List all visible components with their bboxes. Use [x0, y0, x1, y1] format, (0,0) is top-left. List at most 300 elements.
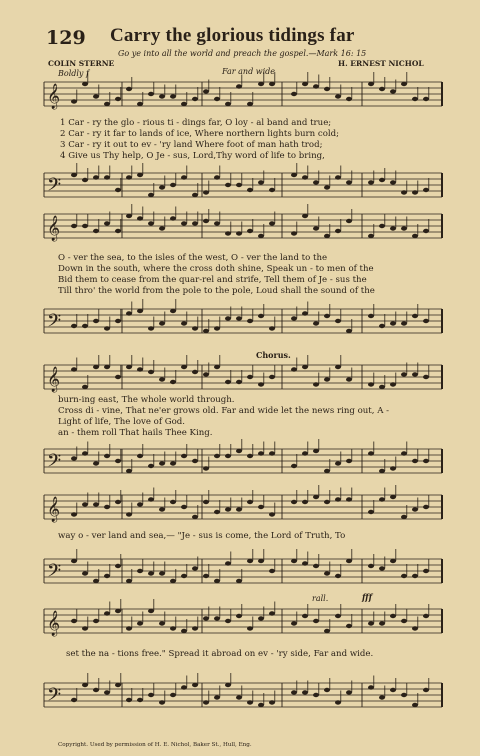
note-head	[137, 367, 143, 371]
note-head	[159, 321, 165, 325]
note-head	[313, 495, 319, 499]
note-head	[225, 683, 231, 687]
note-head	[71, 559, 77, 563]
note-head	[269, 375, 275, 379]
note-head	[302, 82, 308, 86]
bass-staff-1	[44, 170, 442, 200]
note-head	[291, 500, 297, 504]
lyricist-credit: COLIN STERNE	[48, 59, 115, 68]
chorus-label: Chorus.	[256, 350, 291, 360]
note-head	[225, 619, 231, 623]
note-head	[82, 626, 88, 630]
note-head	[258, 314, 264, 318]
note-head	[115, 375, 121, 379]
note-head	[192, 326, 198, 330]
note-head	[324, 469, 330, 473]
note-head	[170, 216, 176, 220]
note-head	[401, 451, 407, 455]
note-head	[104, 221, 110, 225]
note-head	[170, 500, 176, 504]
note-head	[313, 564, 319, 568]
note-head	[324, 314, 330, 318]
note-head	[126, 469, 132, 473]
note-head	[214, 97, 220, 101]
clef-icon: 𝄢	[47, 311, 62, 336]
lyric-line: O - ver the sea, to the isles of the west, O - ver the land to the	[58, 253, 328, 263]
lyric-line: 1 Car - ry the glo - rious ti - dings far, O loy - al band and true;	[60, 118, 332, 128]
note-head	[203, 219, 209, 223]
note-head	[93, 461, 99, 465]
note-head	[192, 221, 198, 225]
note-head	[291, 92, 297, 96]
note-head	[82, 683, 88, 687]
note-head	[170, 309, 176, 313]
note-head	[104, 505, 110, 509]
note-head	[247, 626, 253, 630]
note-head	[159, 94, 165, 98]
note-head	[214, 579, 220, 583]
note-head	[236, 231, 242, 235]
note-head	[148, 193, 154, 197]
note-head	[93, 319, 99, 323]
note-head	[291, 690, 297, 694]
note-head	[368, 564, 374, 568]
note-head	[412, 626, 418, 630]
treble-staff-5	[44, 606, 442, 636]
note-head	[412, 574, 418, 578]
lyric-line: 2 Car - ry it far to lands of ice, Where northern lights burn cold;	[60, 129, 340, 139]
note-head	[258, 616, 264, 620]
note-head	[269, 188, 275, 192]
note-head	[137, 621, 143, 625]
note-head	[258, 82, 264, 86]
note-head	[346, 180, 352, 184]
note-head	[192, 370, 198, 374]
note-head	[335, 365, 341, 369]
note-head	[236, 449, 242, 453]
note-head	[269, 611, 275, 615]
note-head	[115, 97, 121, 101]
note-head	[324, 377, 330, 381]
lyric-line: Light of life, The love of God.	[58, 417, 186, 427]
note-head	[93, 502, 99, 506]
note-head	[115, 319, 121, 323]
note-head	[412, 459, 418, 463]
note-head	[71, 512, 77, 516]
note-head	[313, 382, 319, 386]
note-head	[203, 700, 209, 704]
note-head	[170, 183, 176, 187]
note-head	[203, 616, 209, 620]
note-head	[335, 497, 341, 501]
note-head	[368, 451, 374, 455]
note-head	[82, 385, 88, 389]
note-head	[170, 579, 176, 583]
note-head	[214, 326, 220, 330]
note-head	[247, 229, 253, 233]
note-head	[181, 102, 187, 106]
note-head	[126, 579, 132, 583]
note-head	[192, 566, 198, 570]
note-head	[390, 321, 396, 325]
note-head	[291, 231, 297, 235]
note-head	[258, 382, 264, 386]
note-head	[82, 82, 88, 86]
note-head	[346, 97, 352, 101]
note-head	[269, 221, 275, 225]
note-head	[247, 319, 253, 323]
note-head	[181, 574, 187, 578]
note-head	[247, 700, 253, 704]
note-head	[104, 326, 110, 330]
note-head	[71, 173, 77, 177]
note-head	[115, 500, 121, 504]
note-head	[335, 94, 341, 98]
note-head	[93, 94, 99, 98]
note-head	[423, 319, 429, 323]
note-head	[126, 311, 132, 315]
note-head	[335, 574, 341, 578]
note-head	[324, 87, 330, 91]
note-head	[181, 629, 187, 633]
note-head	[324, 629, 330, 633]
note-head	[346, 329, 352, 333]
note-head	[225, 561, 231, 565]
composer-credit: H. ERNEST NICHOL	[338, 59, 424, 68]
lyric-line: Cross di - vine, That ne'er grows old. Far and wide let the news ring out, A -	[58, 406, 390, 416]
note-head	[269, 569, 275, 573]
note-head	[390, 180, 396, 184]
note-head	[291, 464, 297, 468]
note-head	[313, 449, 319, 453]
note-head	[148, 221, 154, 225]
lyric-line: Bid them to cease from the quar-rel and strife, Tell them of Je - sus the	[58, 275, 367, 285]
bass-staff-3	[44, 446, 442, 476]
treble-staff-4	[44, 492, 442, 522]
scripture-reference: Go ye into all the world and preach the gospel.—Mark 16: 15	[118, 49, 367, 58]
note-head	[346, 559, 352, 563]
note-head	[236, 579, 242, 583]
note-head	[302, 214, 308, 218]
note-head	[214, 616, 220, 620]
clef-icon: 𝄢	[47, 451, 62, 476]
note-head	[368, 382, 374, 386]
note-head	[71, 698, 77, 702]
treble-staff-1	[44, 79, 442, 109]
note-head	[93, 365, 99, 369]
clef-icon: 𝄢	[47, 561, 62, 586]
lyric-line: Down in the south, where the cross doth shine, Speak un - to men of the	[58, 264, 374, 274]
note-head	[181, 365, 187, 369]
note-head	[71, 224, 77, 228]
note-head	[225, 231, 231, 235]
note-head	[225, 316, 231, 320]
note-head	[148, 497, 154, 501]
note-head	[423, 459, 429, 463]
note-head	[192, 97, 198, 101]
note-head	[148, 609, 154, 613]
note-head	[225, 454, 231, 458]
note-head	[214, 510, 220, 514]
note-head	[313, 84, 319, 88]
note-head	[236, 316, 242, 320]
note-head	[412, 507, 418, 511]
note-head	[412, 703, 418, 707]
note-head	[203, 574, 209, 578]
note-head	[203, 329, 209, 333]
clef-icon: 𝄞	[47, 216, 61, 241]
note-head	[148, 464, 154, 468]
note-head	[379, 324, 385, 328]
note-head	[159, 226, 165, 230]
note-head	[346, 219, 352, 223]
note-head	[159, 621, 165, 625]
note-head	[412, 372, 418, 376]
note-head	[368, 180, 374, 184]
note-head	[137, 173, 143, 177]
note-head	[412, 97, 418, 101]
note-head	[335, 175, 341, 179]
note-head	[236, 84, 242, 88]
lyric-line: Till thro' the world from the pole to the pole, Loud shall the sound of the	[58, 286, 375, 296]
note-head	[170, 461, 176, 465]
note-head	[368, 314, 374, 318]
note-head	[126, 626, 132, 630]
note-head	[225, 183, 231, 187]
note-head	[71, 367, 77, 371]
note-head	[368, 621, 374, 625]
note-head	[269, 700, 275, 704]
note-head	[137, 502, 143, 506]
note-head	[115, 188, 121, 192]
lyric-line: an - them roll That hails Thee King.	[58, 428, 213, 438]
note-head	[324, 500, 330, 504]
note-head	[93, 619, 99, 623]
note-head	[368, 685, 374, 689]
note-head	[126, 698, 132, 702]
note-head	[390, 559, 396, 563]
note-head	[379, 224, 385, 228]
note-head	[225, 102, 231, 106]
lyric-line: set the na - tions free." Spread it abroad on ev - 'ry side, Far and wide.	[66, 649, 374, 659]
note-head	[93, 579, 99, 583]
note-head	[126, 214, 132, 218]
note-head	[148, 92, 154, 96]
note-head	[126, 365, 132, 369]
lyric-line: burn-ing east, The whole world through.	[58, 395, 235, 405]
note-head	[203, 89, 209, 93]
note-head	[225, 380, 231, 384]
note-head	[379, 469, 385, 473]
note-head	[269, 512, 275, 516]
clef-icon: 𝄞	[47, 367, 61, 392]
note-head	[313, 321, 319, 325]
note-head	[324, 185, 330, 189]
note-head	[302, 690, 308, 694]
copyright-notice: Copyright. Used by permission of H. E. Nichol, Baker St., Hull, Eng.	[58, 742, 252, 748]
note-head	[423, 569, 429, 573]
note-head	[159, 571, 165, 575]
note-head	[335, 229, 341, 233]
note-head	[324, 688, 330, 692]
note-head	[137, 454, 143, 458]
note-head	[401, 226, 407, 230]
note-head	[71, 99, 77, 103]
note-head	[346, 377, 352, 381]
note-head	[82, 451, 88, 455]
clef-icon: 𝄢	[47, 175, 62, 200]
note-head	[258, 180, 264, 184]
note-head	[126, 87, 132, 91]
fff-marking: fff	[362, 592, 373, 602]
note-head	[170, 693, 176, 697]
note-head	[302, 500, 308, 504]
note-head	[181, 321, 187, 325]
note-head	[71, 619, 77, 623]
note-head	[181, 221, 187, 225]
note-head	[401, 372, 407, 376]
note-head	[247, 102, 253, 106]
note-head	[148, 571, 154, 575]
note-head	[368, 82, 374, 86]
note-head	[159, 507, 165, 511]
note-head	[192, 193, 198, 197]
note-head	[269, 451, 275, 455]
note-head	[192, 626, 198, 630]
note-head	[258, 234, 264, 238]
note-head	[104, 175, 110, 179]
note-head	[313, 180, 319, 184]
note-head	[170, 380, 176, 384]
note-head	[71, 456, 77, 460]
note-head	[368, 510, 374, 514]
note-head	[335, 700, 341, 704]
note-head	[313, 619, 319, 623]
note-head	[324, 571, 330, 575]
direction-marking: Far and wide	[222, 67, 275, 76]
note-head	[302, 451, 308, 455]
note-head	[302, 614, 308, 618]
note-head	[82, 224, 88, 228]
note-head	[368, 234, 374, 238]
note-head	[269, 82, 275, 86]
note-head	[181, 175, 187, 179]
note-head	[291, 621, 297, 625]
note-head	[104, 690, 110, 694]
note-head	[137, 309, 143, 313]
note-head	[291, 316, 297, 320]
note-head	[423, 688, 429, 692]
note-head	[148, 326, 154, 330]
note-head	[82, 502, 88, 506]
lyric-line: 3 Car - ry it out to ev - 'ry land Where foot of man hath trod;	[60, 140, 323, 150]
note-head	[423, 188, 429, 192]
note-head	[137, 102, 143, 106]
note-head	[401, 574, 407, 578]
note-head	[346, 459, 352, 463]
bass-staff-4	[44, 556, 442, 586]
note-head	[137, 569, 143, 573]
clef-icon: 𝄞	[47, 611, 61, 636]
note-head	[115, 229, 121, 233]
note-head	[225, 507, 231, 511]
note-head	[247, 559, 253, 563]
note-head	[390, 466, 396, 470]
note-head	[203, 500, 209, 504]
note-head	[401, 619, 407, 623]
note-head	[423, 229, 429, 233]
note-head	[390, 382, 396, 386]
note-head	[104, 365, 110, 369]
treble-staff-2	[44, 211, 442, 241]
note-head	[302, 311, 308, 315]
note-head	[126, 512, 132, 516]
note-head	[148, 693, 154, 697]
note-head	[401, 515, 407, 519]
note-head	[236, 183, 242, 187]
note-head	[379, 621, 385, 625]
note-head	[335, 614, 341, 618]
note-head	[214, 695, 220, 699]
note-head	[401, 693, 407, 697]
note-head	[335, 461, 341, 465]
note-head	[181, 505, 187, 509]
note-head	[104, 611, 110, 615]
note-head	[82, 571, 88, 575]
note-head	[291, 559, 297, 563]
note-head	[159, 185, 165, 189]
note-head	[115, 683, 121, 687]
note-head	[203, 372, 209, 376]
note-head	[390, 688, 396, 692]
note-head	[236, 507, 242, 511]
note-head	[346, 624, 352, 628]
note-head	[390, 226, 396, 230]
clef-icon: 𝄞	[47, 497, 61, 522]
note-head	[346, 497, 352, 501]
note-head	[159, 377, 165, 381]
note-head	[302, 175, 308, 179]
note-head	[159, 700, 165, 704]
note-head	[258, 505, 264, 509]
note-head	[313, 693, 319, 697]
note-head	[401, 82, 407, 86]
lyric-line: 4 Give us Thy help, O Je - sus, Lord,Thy word of life to bring,	[60, 151, 325, 161]
note-head	[148, 370, 154, 374]
note-head	[412, 234, 418, 238]
note-head	[93, 175, 99, 179]
note-head	[82, 178, 88, 182]
note-head	[258, 703, 264, 707]
note-head	[82, 324, 88, 328]
note-head	[269, 326, 275, 330]
note-head	[93, 688, 99, 692]
note-head	[302, 561, 308, 565]
note-head	[104, 454, 110, 458]
note-head	[302, 365, 308, 369]
note-head	[291, 173, 297, 177]
note-head	[313, 226, 319, 230]
note-head	[346, 690, 352, 694]
note-head	[401, 190, 407, 194]
note-head	[170, 94, 176, 98]
note-head	[258, 451, 264, 455]
note-head	[236, 695, 242, 699]
note-head	[379, 566, 385, 570]
note-head	[170, 626, 176, 630]
note-head	[423, 97, 429, 101]
note-head	[115, 459, 121, 463]
